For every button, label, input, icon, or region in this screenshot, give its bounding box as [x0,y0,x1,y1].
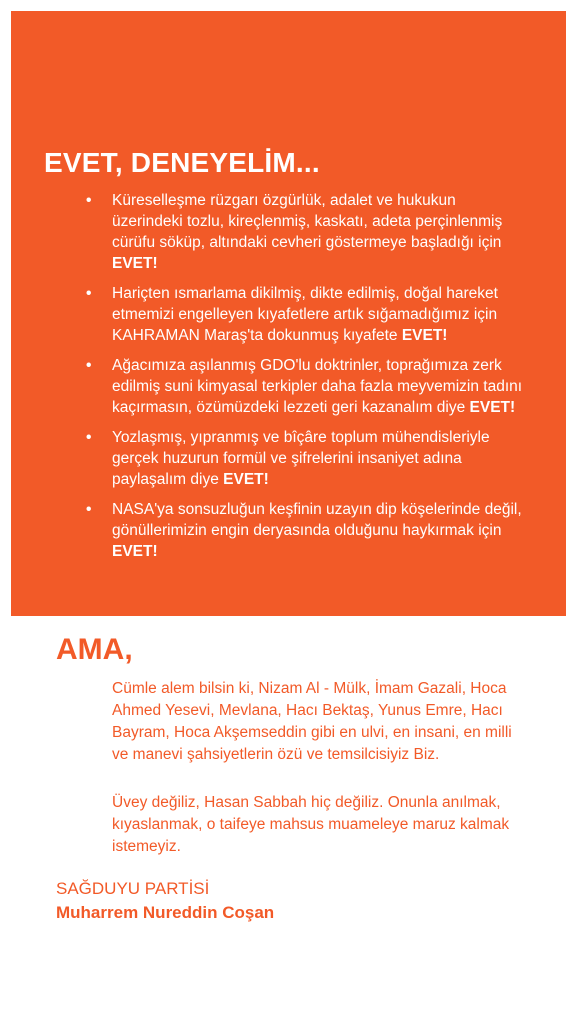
bullet-dot: • [86,429,92,446]
headline: EVET, DENEYELİM... [44,147,320,178]
bullet-dot: • [86,285,92,302]
bullet-emphasis: EVET! [112,255,158,272]
list-item [86,499,526,562]
bullet-emphasis: EVET! [401,327,448,344]
list-item [86,190,526,274]
bullet-text: Ağacımıza aşılanmış GDO'lu doktrinler, toprağımıza zerk edilmiş suni kimyasal terkipler daha fazla meyvemizin tadını kaçırmasın, özümüzdeki lezzeti geri kazanalım diye [112,357,523,416]
bullet-emphasis: EVET! [112,543,158,560]
bullet-list [86,190,526,571]
list-item [86,355,526,418]
bullet-emphasis: EVET! [223,471,269,488]
bullet-text: Küreselleşme rüzgarı özgürlük, adalet ve hukukun üzerindeki tozlu, kireçlenmiş, kaskatı, adeta perçinlenmiş cürüfu söküp, altındaki cevheri göstermeye başladığı için [112,192,503,251]
ama-paragraph: Üvey değiliz, Hasan Sabbah hiç değiliz. Onunla anılmak, kıyaslanmak, o taifeye mahsus muameleye maruz kalmak istemeyiz. [112,794,510,855]
signature-name: Muharrem Nureddin Coşan [56,903,275,922]
signature-party: SAĞDUYU PARTİSİ [56,879,210,898]
bullet-emphasis: EVET! [469,399,516,416]
list-item [86,283,526,346]
bullet-dot: • [86,357,92,374]
list-item [86,427,526,490]
ama-paragraph: Cümle alem bilsin ki, Nizam Al - Mülk, İmam Gazali, Hoca Ahmed Yesevi, Mevlana, Hacı Bektaş, Yunus Emre, Hacı Bayram, Hoca Akşemseddin gibi en ulvi, en insani, en milli ve manevi şahsiyetlerin özü ve temsilcisiyiz Biz. [112,680,512,763]
bullet-dot: • [86,501,92,518]
bullet-text: Hariçten ısmarlama dikilmiş, dikte edilmiş, doğal hareket etmemizi engelleyen kıyafetlere artık sığamadığımız için KAHRAMAN Maraş'ta dokunmuş kıyafete [112,285,498,344]
bullet-dot: • [86,192,92,209]
bullet-text: Yozlaşmış, yıpranmış ve bîçâre toplum mühendisleriyle gerçek huzurun formül ve şifrelerini insaniyet adına paylaşalım diye [112,429,490,488]
ama-heading: AMA, [56,633,133,666]
bullet-text: NASA'ya sonsuzluğun keşfinin uzayın dip köşelerinde değil, gönüllerimizin engin deryasında olduğunu haykırmak için [112,501,522,539]
